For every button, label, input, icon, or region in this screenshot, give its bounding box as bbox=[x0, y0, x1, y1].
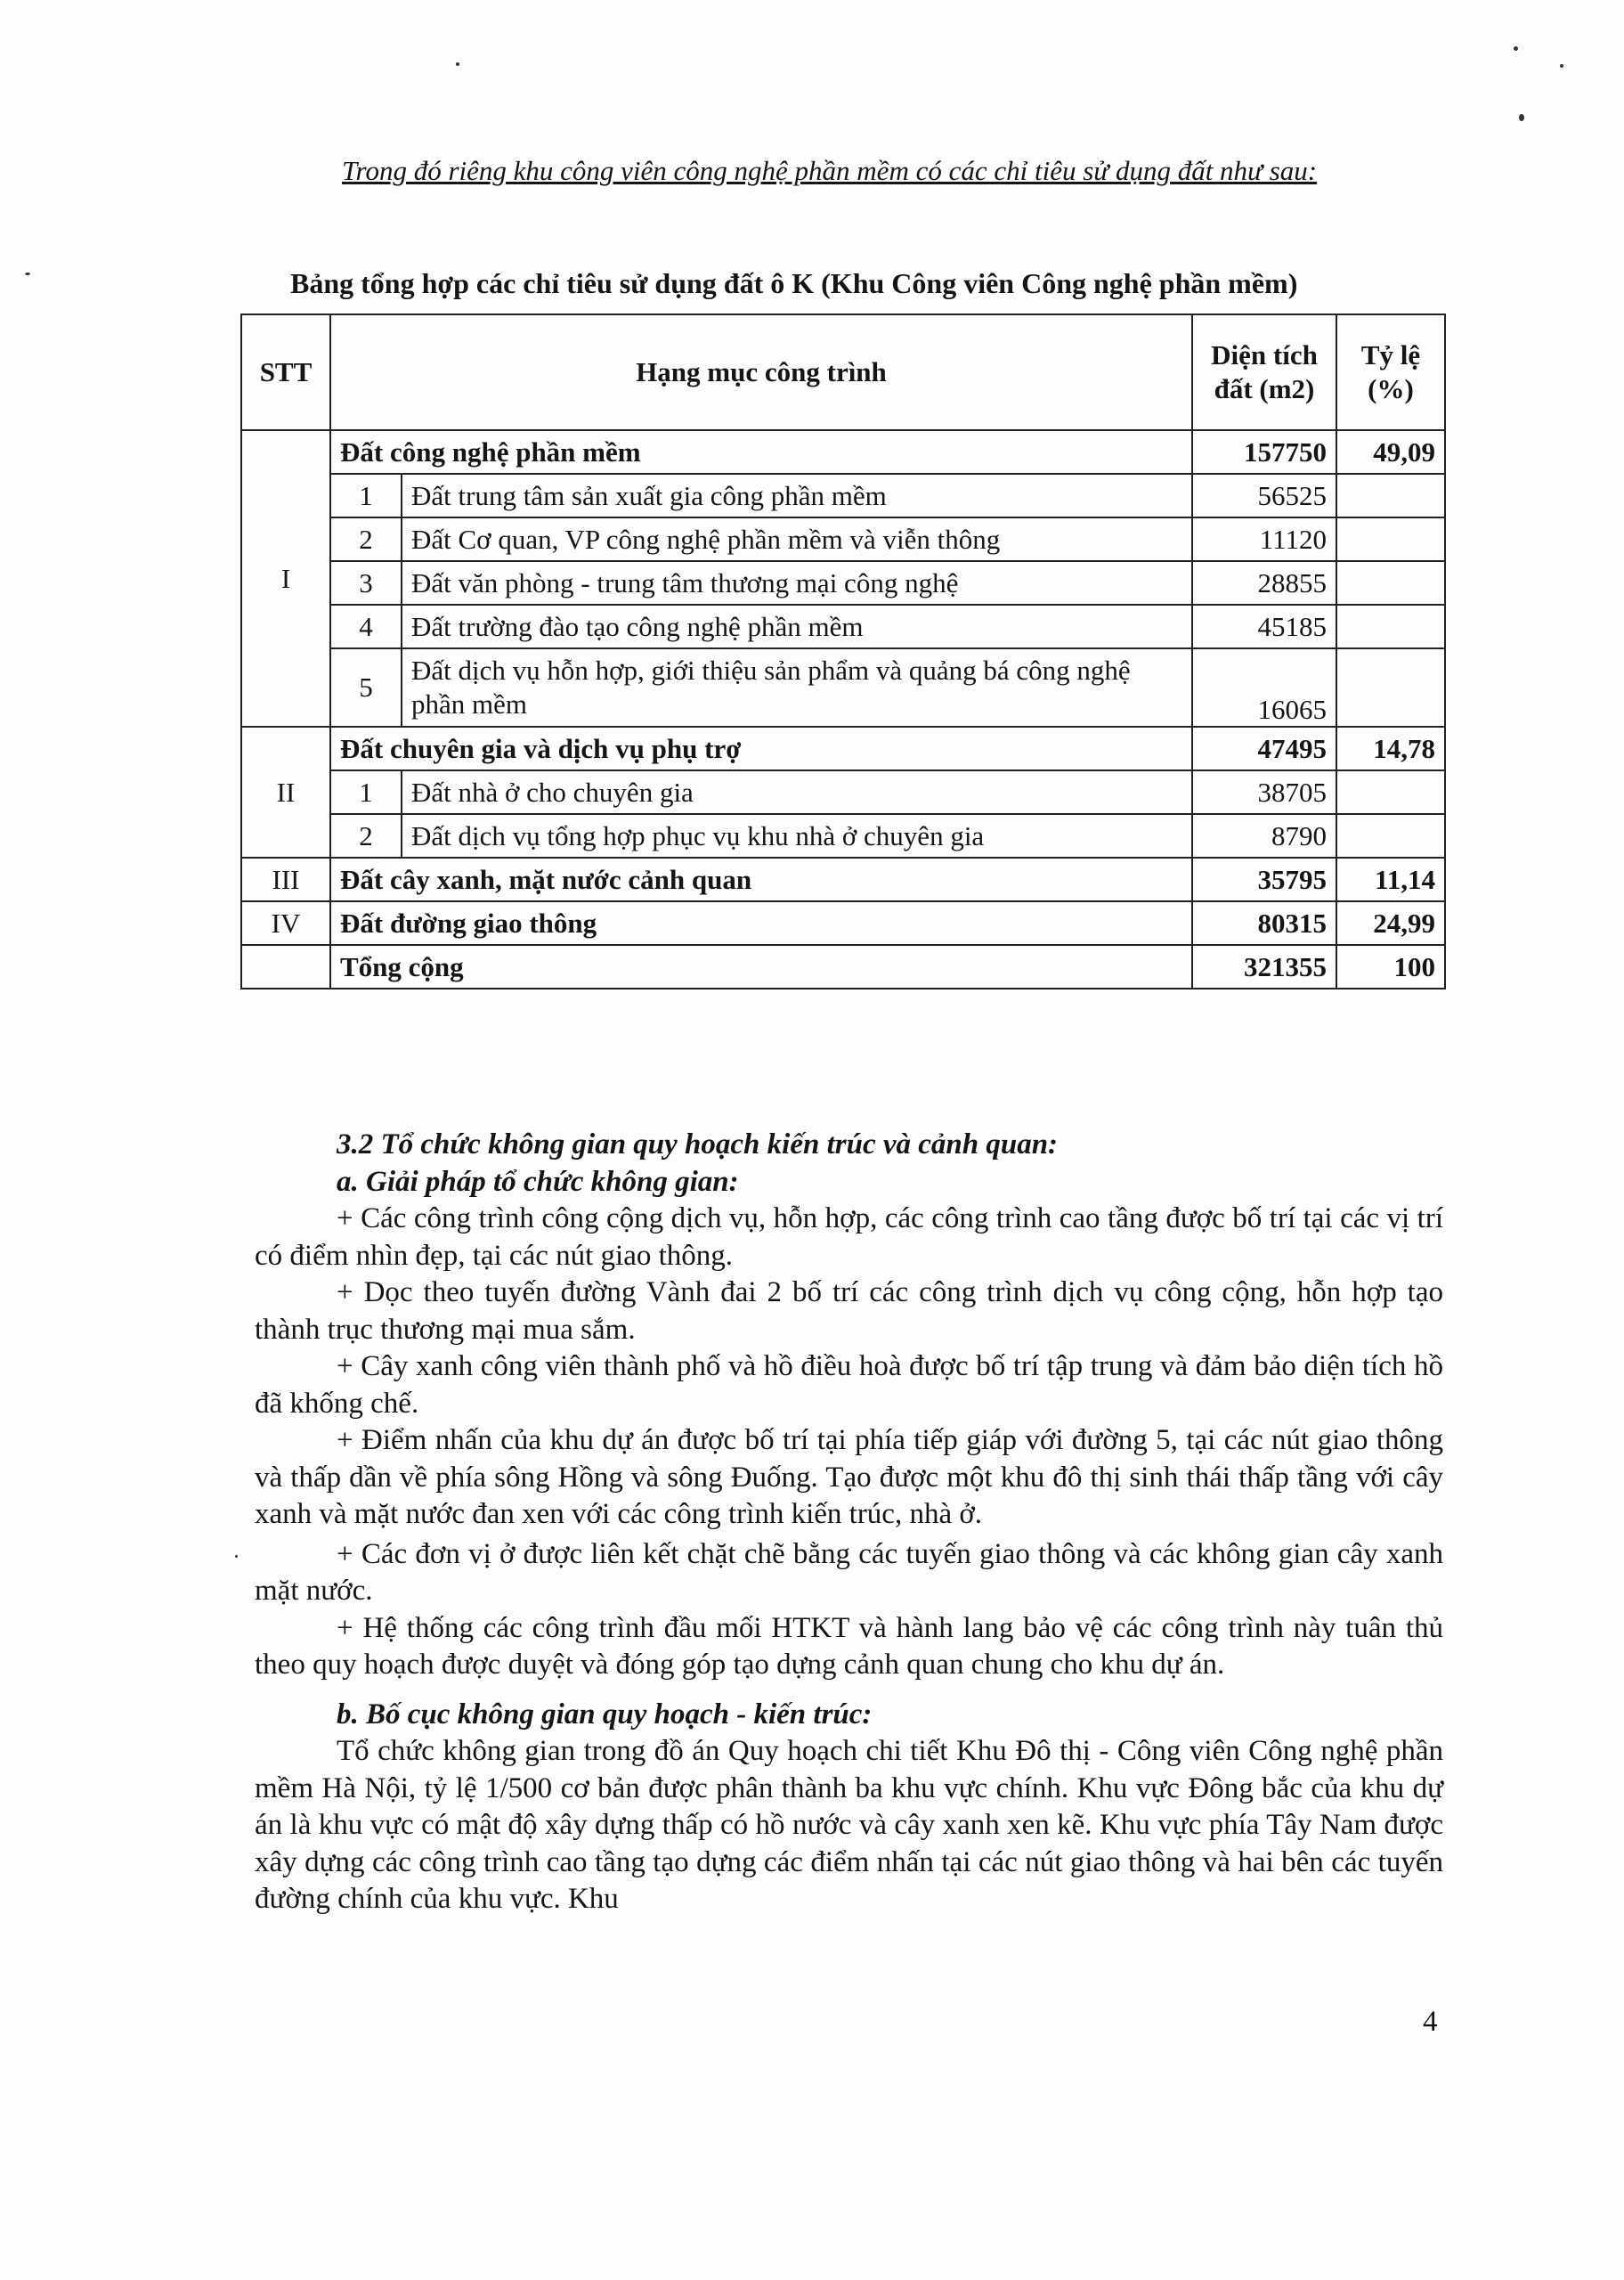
item-no: 1 bbox=[330, 770, 402, 814]
section-heading: 3.2 Tổ chức không gian quy hoạch kiến trúc và cảnh quan: bbox=[337, 1128, 1059, 1160]
item-area: 56525 bbox=[1192, 474, 1336, 517]
total-ratio: 100 bbox=[1336, 945, 1445, 989]
group-ratio: 14,78 bbox=[1336, 727, 1445, 770]
group-area: 47495 bbox=[1192, 727, 1336, 770]
page-number: 4 bbox=[1423, 2006, 1438, 2038]
item-ratio bbox=[1336, 517, 1445, 561]
item-name: Đất trường đào tạo công nghệ phần mềm bbox=[402, 605, 1192, 648]
header-item: Hạng mục công trình bbox=[330, 314, 1192, 430]
total-label: Tổng cộng bbox=[330, 945, 1192, 989]
item-ratio bbox=[1336, 648, 1445, 727]
table-row bbox=[241, 648, 1445, 727]
paragraph: + Cây xanh công viên thành phố và hồ điều hoà được bố trí tập trung và đảm bảo diện tích hồ đã khống chế. bbox=[255, 1350, 1443, 1420]
section-3-2 bbox=[255, 1127, 1443, 1918]
table-row bbox=[241, 605, 1445, 648]
item-no: 4 bbox=[330, 605, 402, 648]
item-name: Đất nhà ở cho chuyên gia bbox=[402, 770, 1192, 814]
item-no: 2 bbox=[330, 517, 402, 561]
paragraph: + Hệ thống các công trình đầu mối HTKT và hành lang bảo vệ các công trình này tuân thủ theo quy hoạch được duyệt và đóng góp tạo dựng cảnh quan chung cho khu dự án. bbox=[255, 1611, 1443, 1681]
item-area: 45185 bbox=[1192, 605, 1336, 648]
intro-text: Trong đó riêng khu công viên công nghệ phần mềm có các chỉ tiêu sử dụng đất như sau: bbox=[342, 155, 1318, 186]
group-ratio: 11,14 bbox=[1336, 858, 1445, 901]
group-stt: II bbox=[241, 727, 330, 858]
table-row-group bbox=[241, 430, 1445, 474]
table-row bbox=[241, 561, 1445, 605]
paragraph: + Dọc theo tuyến đường Vành đai 2 bố trí các công trình dịch vụ công cộng, hỗn hợp tạo thành trục thương mại mua sắm. bbox=[255, 1276, 1443, 1346]
scan-speck bbox=[1514, 46, 1518, 51]
group-area: 157750 bbox=[1192, 430, 1336, 474]
item-name: Đất Cơ quan, VP công nghệ phần mềm và viễn thông bbox=[402, 517, 1192, 561]
table-row bbox=[241, 474, 1445, 517]
item-no: 5 bbox=[330, 648, 402, 727]
table-total-row bbox=[241, 945, 1445, 989]
scan-speck bbox=[25, 273, 30, 275]
paragraph: + Các đơn vị ở được liên kết chặt chẽ bằng các tuyến giao thông và các không gian cây xanh mặt nước. bbox=[255, 1537, 1443, 1607]
paragraph: + Các công trình công cộng dịch vụ, hỗn hợp, các công trình cao tầng được bố trí tại các vị trí có điểm nhìn đẹp, tại các nút giao thông. bbox=[255, 1202, 1443, 1272]
paragraph: + Điểm nhấn của khu dự án được bố trí tại phía tiếp giáp với đường 5, tại các nút giao thông và thấp dần về phía sông Hồng và sông Đuống. Tạo được một khu đô thị sinh thái thấp tầng với cây xanh và mặt nước đan xen với các công trình kiến trúc, nhà ở. bbox=[255, 1424, 1443, 1530]
scan-speck bbox=[1519, 114, 1524, 121]
table-row bbox=[241, 770, 1445, 814]
total-area: 321355 bbox=[1192, 945, 1336, 989]
table-row bbox=[241, 517, 1445, 561]
item-name: Đất dịch vụ tổng hợp phục vụ khu nhà ở chuyên gia bbox=[402, 814, 1192, 858]
header-ratio: Tỷ lệ (%) bbox=[1336, 314, 1445, 430]
item-ratio bbox=[1336, 770, 1445, 814]
group-stt: IV bbox=[241, 901, 330, 945]
item-no: 2 bbox=[330, 814, 402, 858]
item-area: 8790 bbox=[1192, 814, 1336, 858]
table-caption: Bảng tổng hợp các chỉ tiêu sử dụng đất ô K (Khu Công viên Công nghệ phần mềm) bbox=[290, 267, 1298, 299]
scan-speck bbox=[456, 62, 459, 66]
scan-speck bbox=[1560, 64, 1563, 68]
land-use-table bbox=[240, 314, 1446, 989]
total-stt bbox=[241, 945, 330, 989]
table-row-group bbox=[241, 858, 1445, 901]
group-name: Đất công nghệ phần mềm bbox=[330, 430, 1192, 474]
group-ratio: 49,09 bbox=[1336, 430, 1445, 474]
group-area: 35795 bbox=[1192, 858, 1336, 901]
item-area: 38705 bbox=[1192, 770, 1336, 814]
item-no: 3 bbox=[330, 561, 402, 605]
subheading-a: a. Giải pháp tổ chức không gian: bbox=[337, 1165, 739, 1198]
item-area: 28855 bbox=[1192, 561, 1336, 605]
item-ratio bbox=[1336, 561, 1445, 605]
group-name: Đất cây xanh, mặt nước cảnh quan bbox=[330, 858, 1192, 901]
group-name: Đất chuyên gia và dịch vụ phụ trợ bbox=[330, 727, 1192, 770]
item-ratio bbox=[1336, 605, 1445, 648]
item-area: 16065 bbox=[1192, 648, 1336, 727]
group-area: 80315 bbox=[1192, 901, 1336, 945]
group-ratio: 24,99 bbox=[1336, 901, 1445, 945]
group-stt: III bbox=[241, 858, 330, 901]
item-ratio bbox=[1336, 474, 1445, 517]
item-area: 11120 bbox=[1192, 517, 1336, 561]
item-name: Đất dịch vụ hỗn hợp, giới thiệu sản phẩm và quảng bá công nghệ phần mềm bbox=[402, 648, 1192, 727]
table-row bbox=[241, 814, 1445, 858]
item-ratio bbox=[1336, 814, 1445, 858]
group-name: Đất đường giao thông bbox=[330, 901, 1192, 945]
paragraph: Tổ chức không gian trong đồ án Quy hoạch chi tiết Khu Đô thị - Công viên Công nghệ phần mềm Hà Nội, tỷ lệ 1/500 cơ bản được phân thành ba khu vực chính. Khu vực Đông bắc của khu dự án là khu vực có mật độ xây dựng thấp có hồ nước và cây xanh xen kẽ. Khu vực phía Tây Nam được xây dựng các công trình cao tầng tạo dựng các điểm nhấn tại các nút giao thông và hai bên các tuyến đường chính của khu vực. Khu bbox=[255, 1735, 1443, 1915]
table-row-group bbox=[241, 727, 1445, 770]
subheading-b: b. Bố cục không gian quy hoạch - kiến trúc: bbox=[337, 1698, 873, 1730]
item-name: Đất văn phòng - trung tâm thương mại công nghệ bbox=[402, 561, 1192, 605]
item-no: 1 bbox=[330, 474, 402, 517]
header-area: Diện tích đất (m2) bbox=[1192, 314, 1336, 430]
item-name: Đất trung tâm sản xuất gia công phần mềm bbox=[402, 474, 1192, 517]
table-header-row bbox=[241, 314, 1445, 430]
group-stt: I bbox=[241, 430, 330, 727]
table-row-group bbox=[241, 901, 1445, 945]
header-stt: STT bbox=[241, 314, 330, 430]
scan-speck bbox=[235, 1555, 238, 1558]
